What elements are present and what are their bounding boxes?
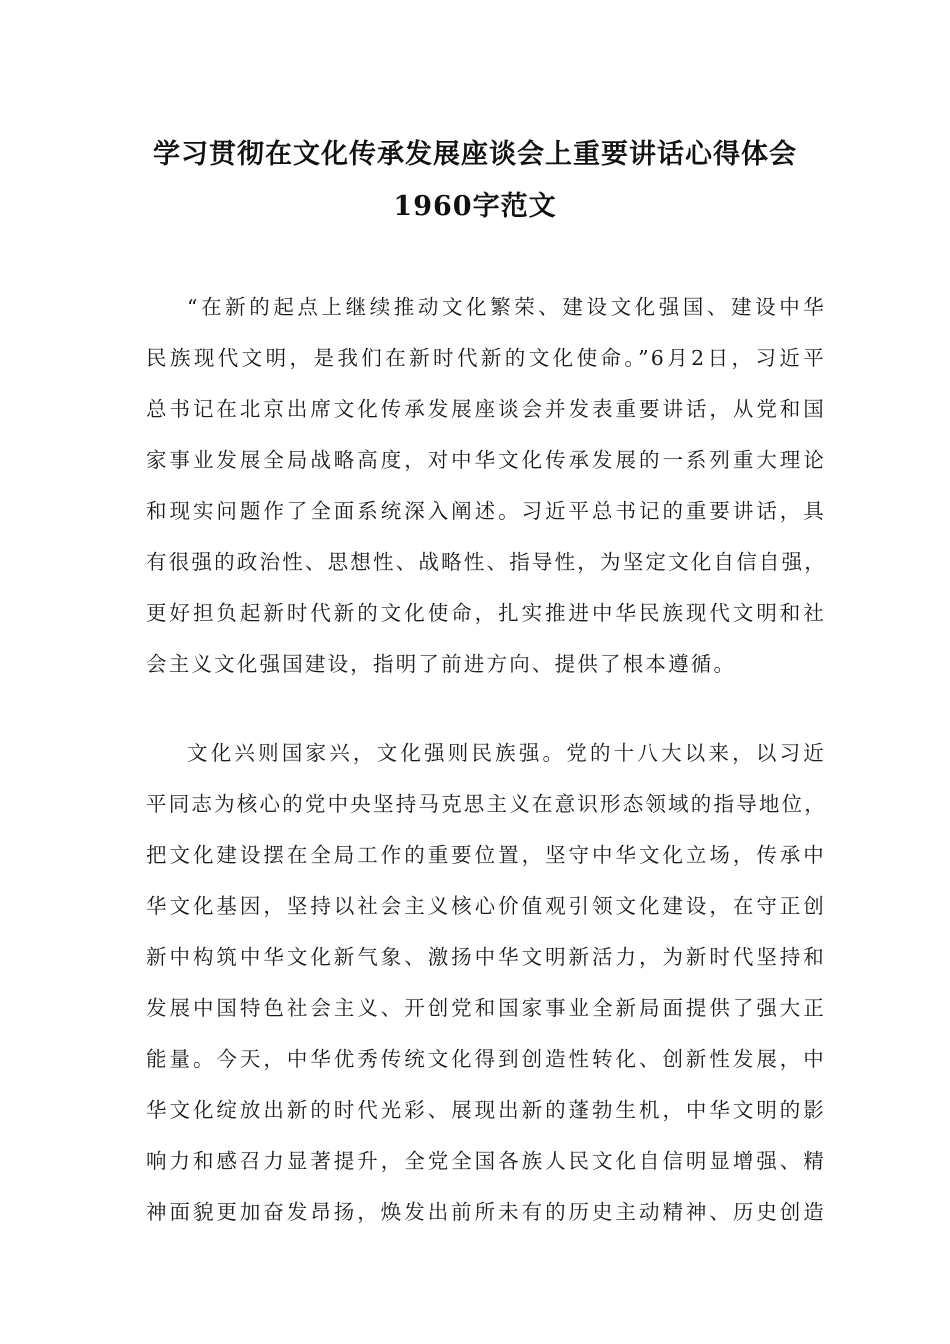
paragraph-line: 神面貌更加奋发昂扬，焕发出前所未有的历史主动精神、历史创造 bbox=[146, 1200, 826, 1224]
paragraph-line: 会主义文化强国建设，指明了前进方向、提供了根本遵循。 bbox=[146, 652, 737, 676]
paragraph-line: 华文化基因，坚持以社会主义核心价值观引领文化建设，在守正创 bbox=[146, 894, 826, 918]
paragraph-line: 家事业发展全局战略高度，对中华文化传承发展的一系列重大理论 bbox=[146, 448, 826, 472]
paragraph-line: 总书记在北京出席文化传承发展座谈会并发表重要讲话，从党和国 bbox=[146, 397, 826, 421]
paragraph-line: 和现实问题作了全面系统深入阐述。习近平总书记的重要讲话，具 bbox=[146, 499, 826, 523]
paragraph-line: 把文化建设摆在全局工作的重要位置，坚守中华文化立场，传承中 bbox=[146, 843, 826, 867]
paragraph-line: 发展中国特色社会主义、开创党和国家事业全新局面提供了强大正 bbox=[146, 996, 826, 1020]
paragraph-line: 华文化绽放出新的时代光彩、展现出新的蓬勃生机，中华文明的影 bbox=[146, 1098, 826, 1122]
paragraph-line: 能量。今天，中华优秀传统文化得到创造性转化、创新性发展，中 bbox=[146, 1047, 826, 1071]
paragraph-line: 有很强的政治性、思想性、战略性、指导性，为坚定文化自信自强， bbox=[146, 550, 827, 574]
document-title-line-2: 1960字范文 bbox=[393, 191, 557, 222]
paragraph-line: “在新的起点上继续推动文化繁荣、建设文化强国、建设中华 bbox=[187, 295, 826, 319]
paragraph-line: 平同志为核心的党中央坚持马克思主义在意识形态领域的指导地位， bbox=[146, 792, 827, 816]
paragraph-2 bbox=[146, 728, 826, 1238]
paragraph-line: 民族现代文明，是我们在新时代新的文化使命。”6月2日，习近平 bbox=[146, 346, 826, 370]
paragraph-line: 更好担负起新时代新的文化使命，扎实推进中华民族现代文明和社 bbox=[146, 601, 826, 625]
paragraph-line: 新中构筑中华文化新气象、激扬中华文明新活力，为新时代坚持和 bbox=[146, 945, 826, 969]
paragraph-1 bbox=[146, 282, 826, 690]
document-title-line-1: 学习贯彻在文化传承发展座谈会上重要讲话心得体会 bbox=[153, 139, 797, 170]
paragraph-line: 文化兴则国家兴，文化强则民族强。党的十八大以来，以习近 bbox=[187, 741, 826, 765]
paragraph-line: 响力和感召力显著提升，全党全国各族人民文化自信明显增强、精 bbox=[146, 1149, 826, 1173]
